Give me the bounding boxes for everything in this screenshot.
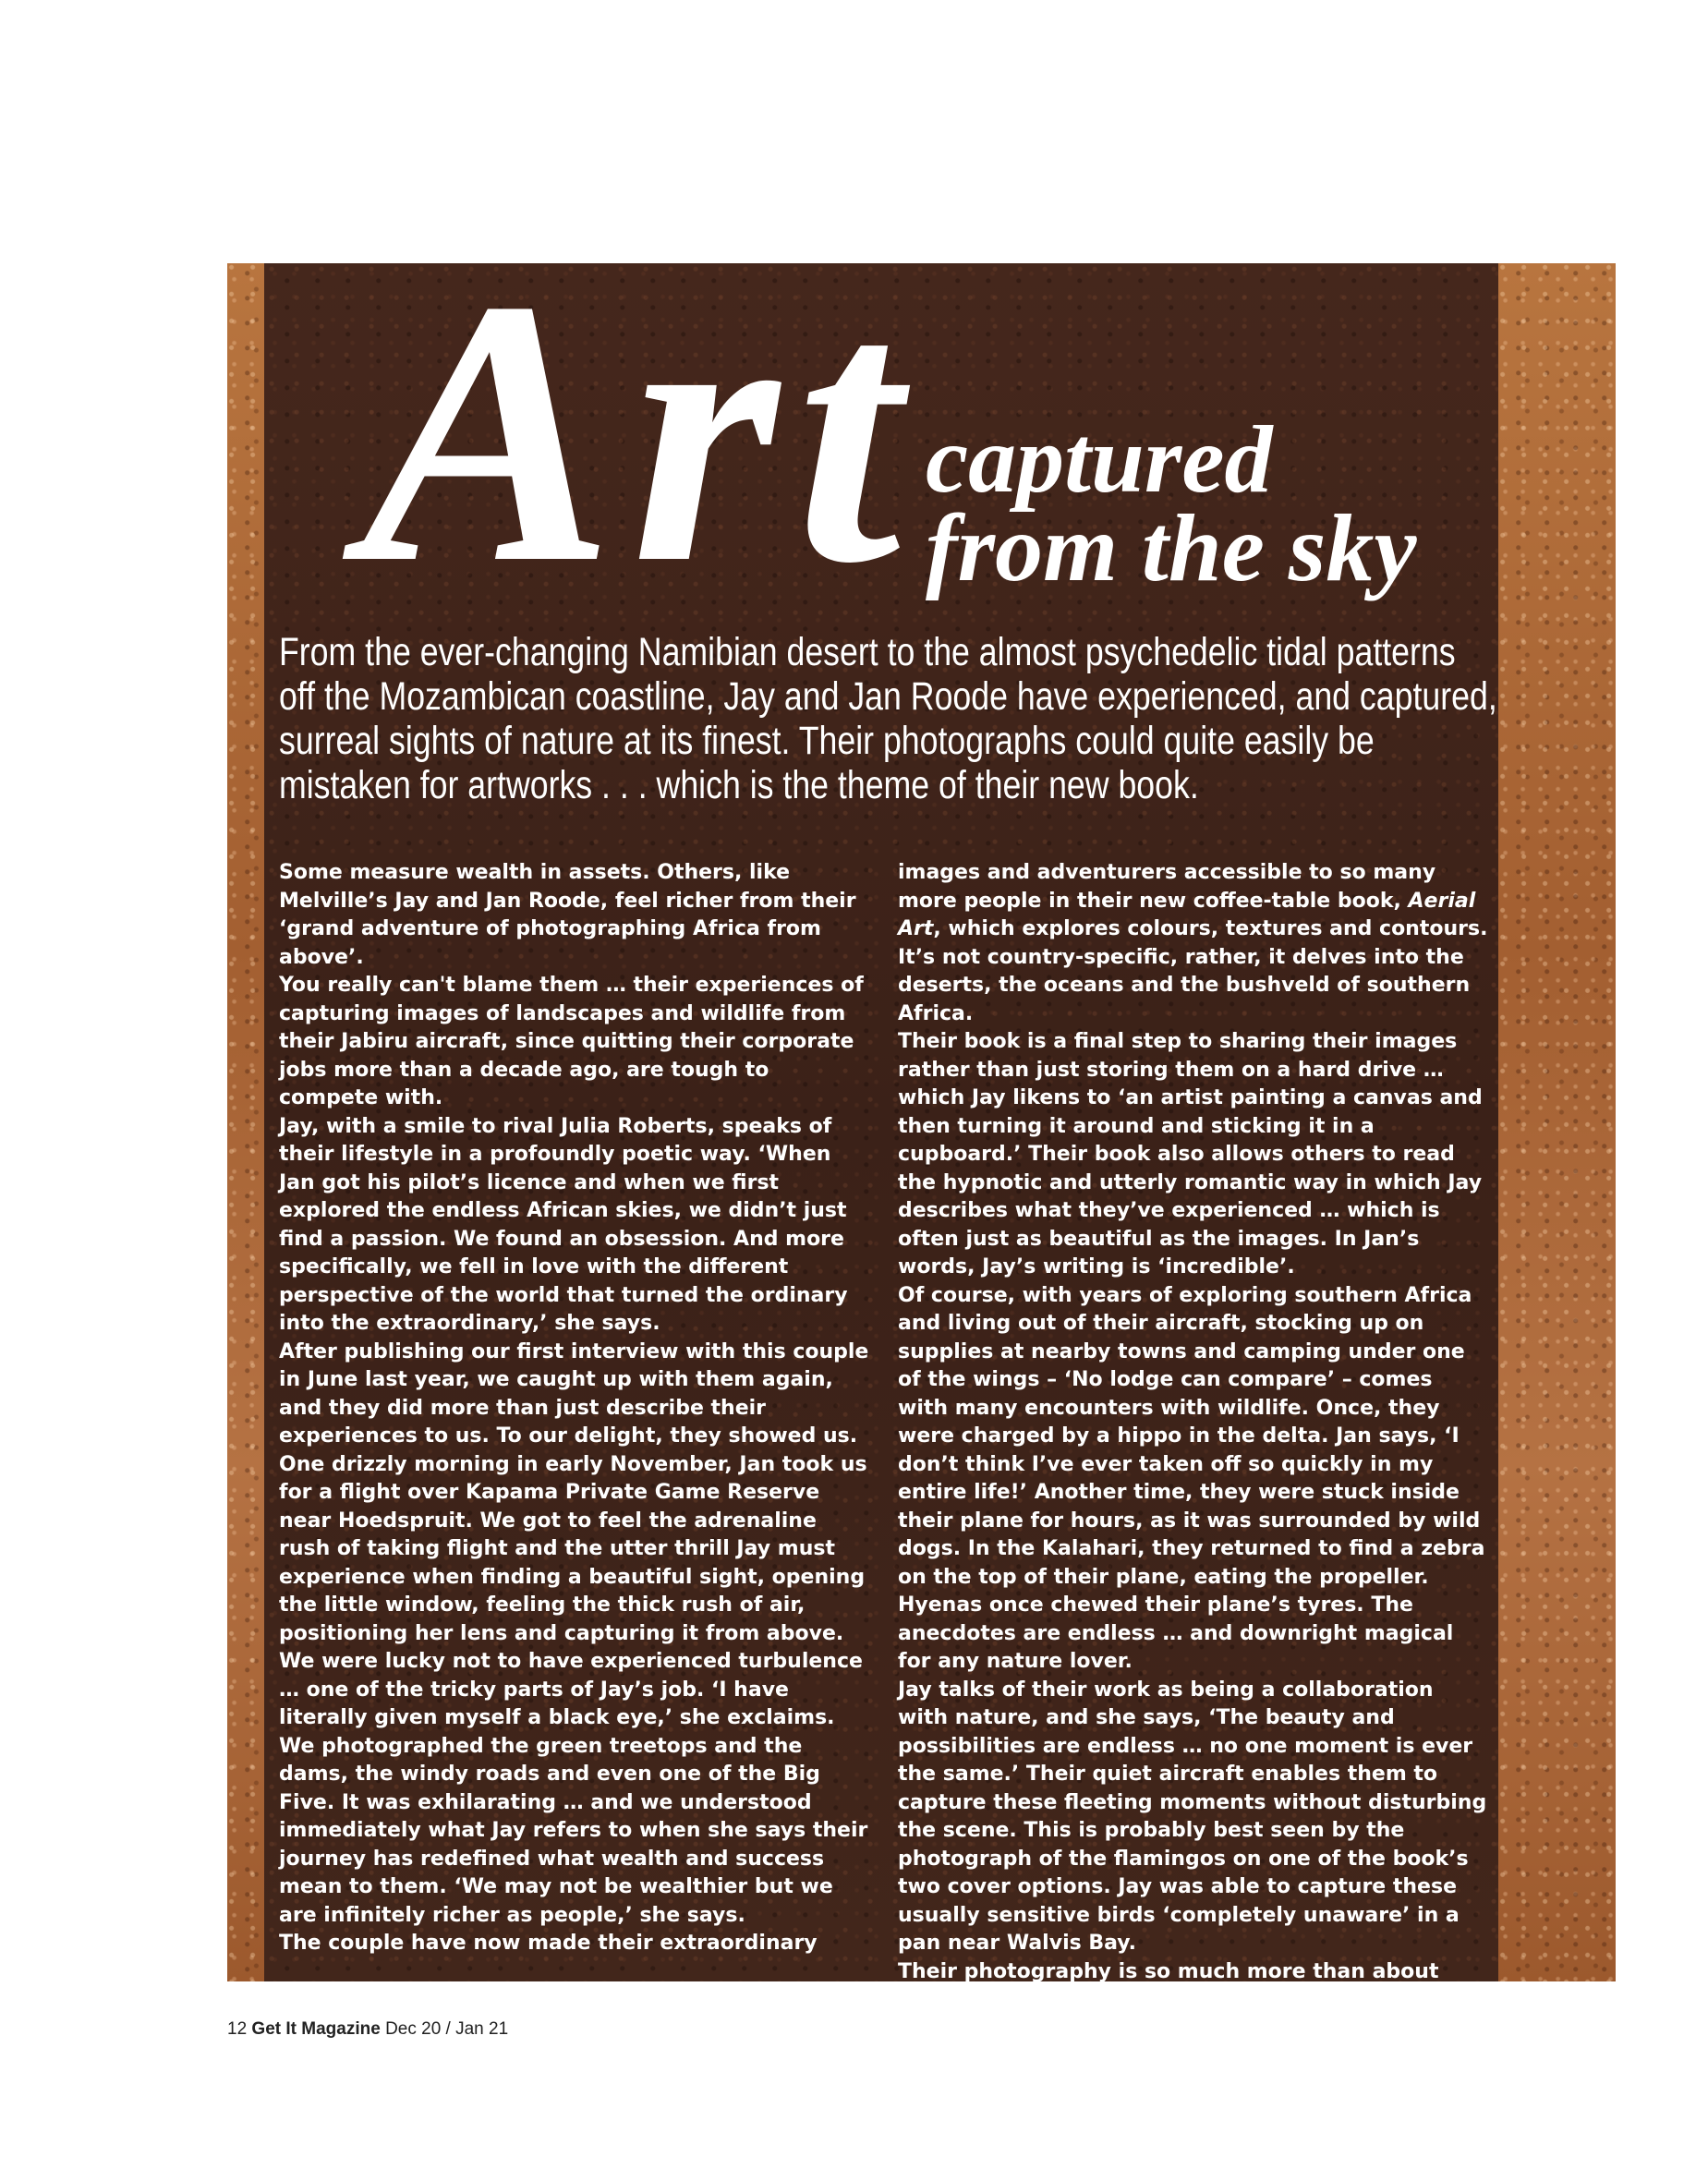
body-column-1 <box>279 859 870 1958</box>
page-number: 12 <box>227 2019 248 2039</box>
paragraph: Their photography is so much more than about <box>898 1959 1439 1983</box>
book-title: Aerial Art <box>898 889 1476 940</box>
paragraph: Their book is a final step to sharing their images rather than just storing them on a hard drive … which Jay likens to ‘an artist painting a canvas and then turning it around and sticking it in a cupboard.’ Their book also allows others to read the hypnotic and utterly romantic way in which Jay describes what they’ve experienced … which is often just as beautiful as the images. In Jan’s words, Jay’s writing is ‘incredible’. <box>898 1030 1483 1278</box>
paragraph: After publishing our first interview with this couple in June last year, we caught up with them again, and they did more than just describe their experiences to us. To our delight, they showed us. One drizzly morning in early November, Jan took us for a flight over Kapama Private Game Reserve near Hoedspruit. We got to feel the adrenaline rush of taking flight and the utter thrill Jay must experience when finding a beautiful sight, opening the little window, feeling the thick rush of air, positioning her lens and capturing it from above. We were lucky not to have experienced turbulence … one of the tricky parts of Jay’s job. ‘I have literally given myself a black eye,’ she exclaims. We photographed the green treetops and the dams, the windy roads and even one of the Big Five. It was exhilarating … and we understood immediately what Jay refers to when she says their journey has redefined what wealth and success mean to them. ‘We may not be wealthier but we are infinitely richer as people,’ she says. <box>279 1339 869 1927</box>
sand-texture-right <box>1498 263 1616 1981</box>
paragraph: Some measure wealth in assets. Others, like Melville’s Jay and Jan Roode, feel richer from their ‘grand adventure of photographing Africa from above’. <box>279 861 856 969</box>
headline-line-2: from the sky <box>926 495 1417 601</box>
body-column-2 <box>898 859 1489 1986</box>
standfirst: From the ever-changing Namibian desert to the almost psychedelic tidal patterns off the Mozambican coastline, Jay and Jan Roode have experienced, and captured, surreal sights of nature at its finest. Their photographs could quite easily be mistaken for artworks . . . which is the theme of their new book. <box>279 630 1497 807</box>
page-footer <box>227 2019 508 2040</box>
paragraph: Jay, with a smile to rival Julia Roberts, speaks of their lifestyle in a profoundly poetic way. ‘When Jan got his pilot’s licence and when we first explored the endless African skies, we didn’t just find a passion. We found an obsession. And more specifically, we fell in love with the different perspective of the world that turned the ordinary into the extraordinary,’ she says. <box>279 1114 848 1335</box>
paragraph: You really can't blame them … their experiences of capturing images of landscapes and wildlife from their Jabiru aircraft, since quitting their corporate jobs more than a decade ago, are tough to compete with. <box>279 974 864 1109</box>
paragraph: Of course, with years of exploring southern Africa and living out of their aircraft, stocking up on supplies at nearby towns and camping under one of the wings – ‘No lodge can compare’ – comes with many encounters with wildlife. Once, they were charged by a hippo in the delta. Jan says, ‘I don’t think I’ve ever taken off so quickly in my entire life!’ Another time, they were stuck inside their plane for hours, as it was surrounded by wild dogs. In the Kalahari, they returned to find a zebra on the top of their plane, eating the propeller. Hyenas once chewed their plane’s tyres. The anecdotes are endless … and downright magical for any nature lover. <box>898 1283 1485 1673</box>
paragraph <box>898 859 1489 1028</box>
headline-subtitle <box>926 406 1424 601</box>
paragraph: Jay talks of their work as being a collaboration with nature, and she says, ‘The beauty and possibilities are endless … no one moment is ever the same.’ Their quiet aircraft enables them to capture these fleeting moments without disturbing the scene. This is probably best seen by the photograph of the flamingos on one of the book’s two cover options. Jay was able to capture these usually sensitive birds ‘completely unaware’ in a pan near Walvis Bay. <box>898 1678 1487 1955</box>
paragraph-lead: images and adventurers accessible to so many more people in their new coffee-table book, <box>898 861 1436 913</box>
magazine-name: Get It Magazine <box>251 2019 381 2039</box>
headline-art: Art <box>362 222 917 641</box>
paragraph: The couple have now made their extraordinary <box>279 1932 818 1955</box>
paragraph-lead-rest: , which explores colours, textures and contours. It’s not country-specific, rather, it delves into the deserts, the oceans and the bushveld of southern Africa. <box>898 917 1488 1025</box>
headline-line-1: captured <box>926 406 1273 513</box>
issue-date: Dec 20 / Jan 21 <box>385 2019 509 2039</box>
sand-texture-left <box>227 263 264 1981</box>
